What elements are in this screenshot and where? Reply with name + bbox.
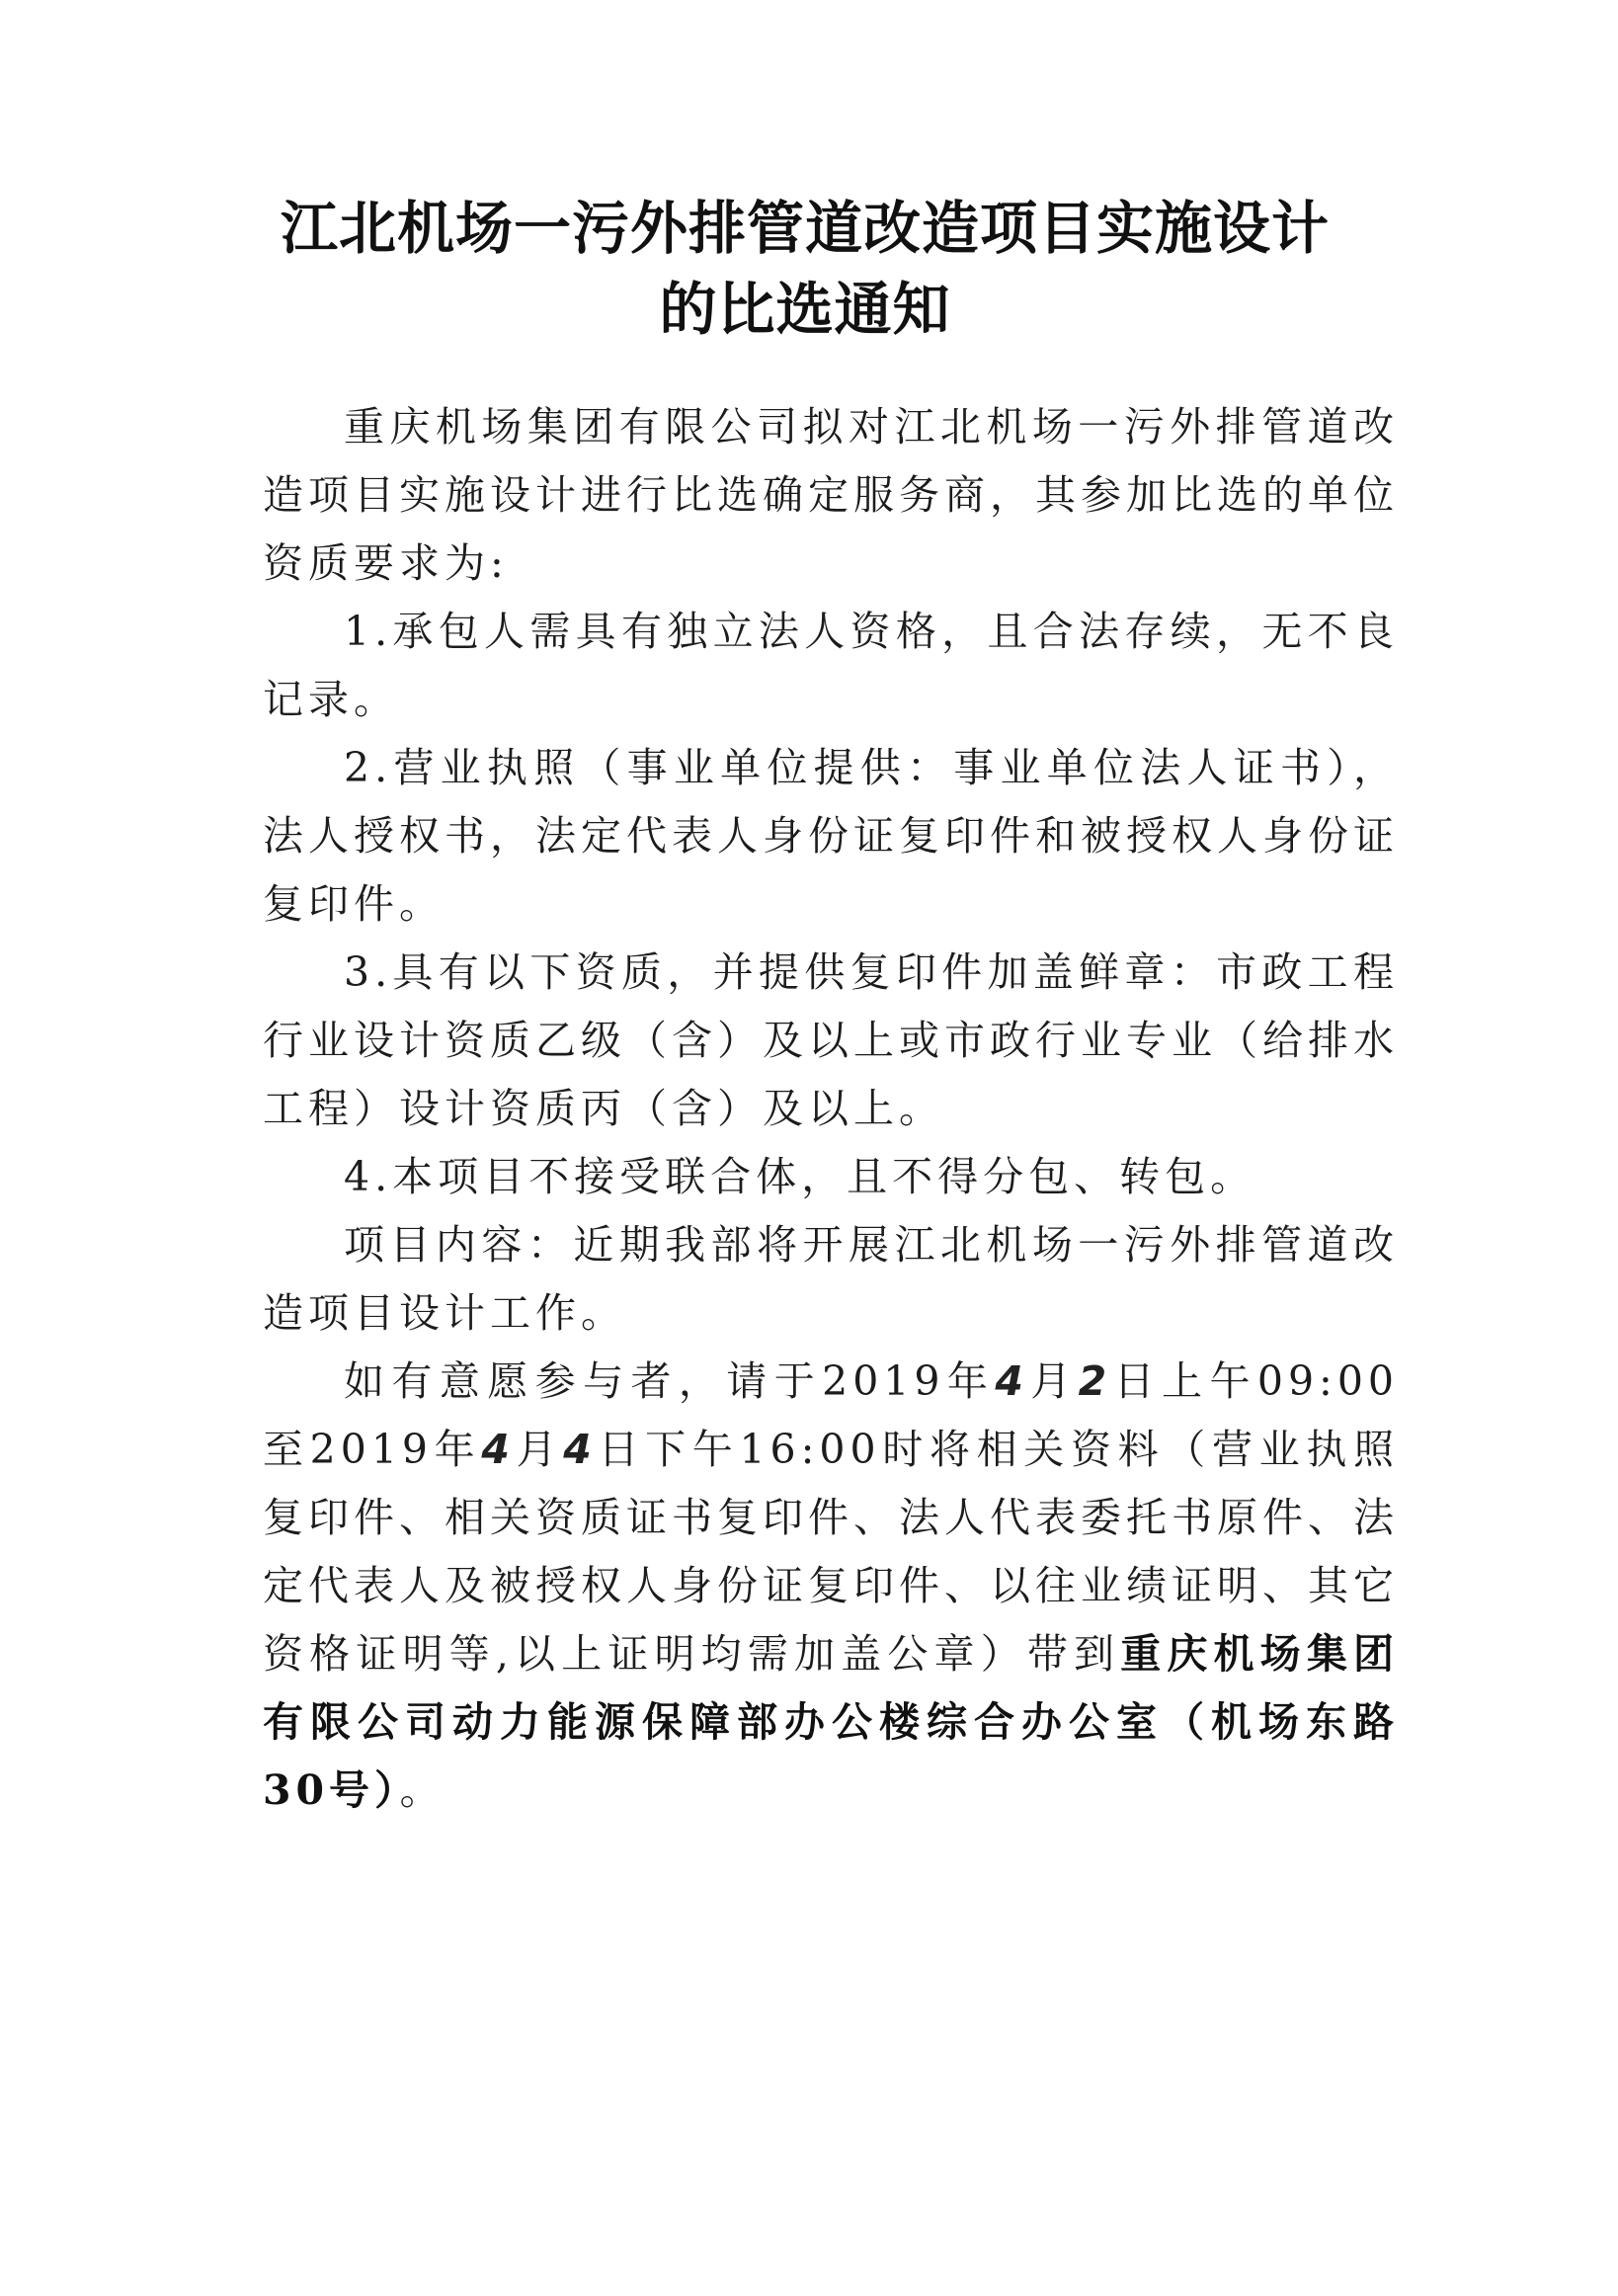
submission-text-4: 月 <box>514 1426 564 1473</box>
start-day: 2 <box>1078 1357 1112 1405</box>
intro-paragraph: 重庆机场集团有限公司拟对江北机场一污外排管道改造项目实施设计进行比选确定服务商，其参加比选的单位资质要求为: <box>263 403 1399 587</box>
requirement-2: 2.营业执照（事业单位提供：事业单位法人证书），法人授权书，法定代表人身份证复印件和被授权人身份证复印件。 <box>263 744 1399 928</box>
end-day: 4 <box>563 1426 597 1473</box>
start-month: 4 <box>995 1357 1028 1405</box>
submission-text-2: 月 <box>1027 1357 1079 1405</box>
title-line-2: 的比选通知 <box>659 276 951 343</box>
project-content-paragraph: 项目内容：近期我部将开展江北机场一污外排管道改造项目设计工作。 <box>263 1221 1399 1337</box>
document-title <box>178 188 1432 350</box>
submission-end: 。 <box>399 1766 445 1814</box>
submission-text-5: 日下午16:00时将相关资料（营业执照复印件、相关资质证书复印件、法人代表委托书原件、法定代表人及被授权人身份证复印件、以往业绩证明、其它资格证明等,以上证明均需加盖公章）带到 <box>263 1426 1399 1678</box>
submission-text-1: 如有意愿参与者，请于2019年 <box>344 1357 996 1405</box>
requirement-4: 4.本项目不接受联合体，且不得分包、转包。 <box>344 1153 1256 1200</box>
requirement-1: 1.承包人需具有独立法人资格，且合法存续，无不良记录。 <box>263 608 1399 723</box>
requirement-3: 3.具有以下资质，并提供复印件加盖鲜章：市政工程行业设计资质乙级（含）及以上或市政行业专业（给排水工程）设计资质丙（含）及以上。 <box>263 948 1399 1132</box>
end-month: 4 <box>481 1426 515 1473</box>
submission-text-3: 日上午09:00至2019年 <box>263 1357 1400 1473</box>
title-line-1: 江北机场一污外排管道改造项目实施设计 <box>280 195 1330 262</box>
submission-location: 重庆机场集团有限公司动力能源保障部办公楼综合办公室（机场东路30号） <box>263 1630 1400 1814</box>
document-body <box>263 393 1399 1825</box>
submission-paragraph <box>263 1348 1399 1825</box>
